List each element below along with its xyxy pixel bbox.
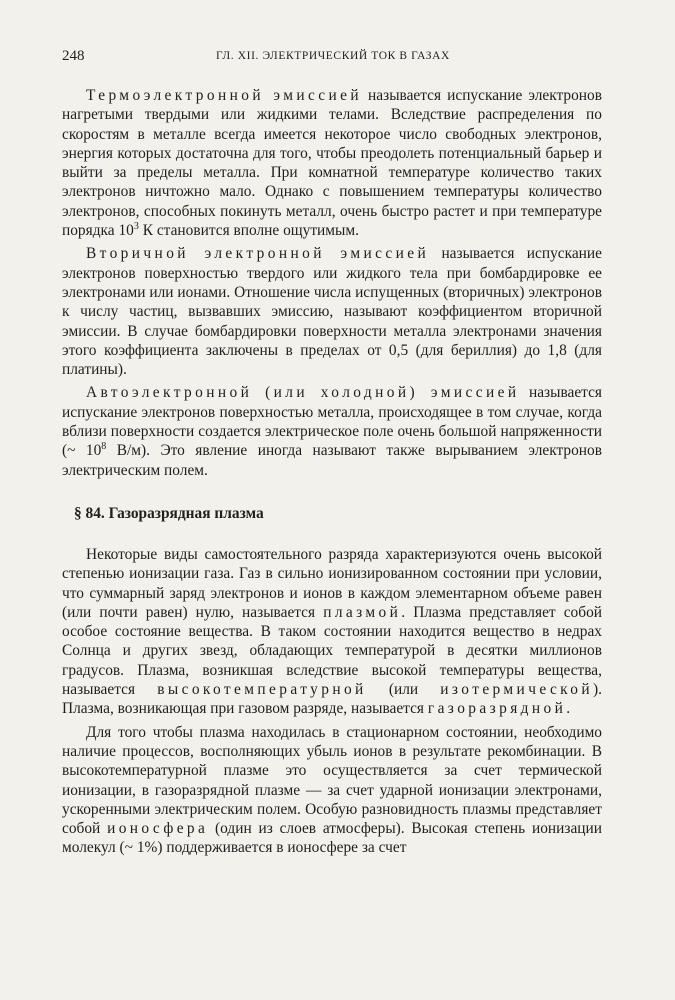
paragraph-secondary-emission: Вторичной электронной эмиссией называется испускание электронов поверхностью твердого или жидкого тела при бомбардировке ее электронами или ионами. Отношение числа испущенных (вторичных) электронов к числу частиц, вызвавших эмиссию, называют коэффициентом вторичной эмиссии. В случае бомбардировки поверхности металла электронами значения этого коэффициента заключены в пределах от 0,5 (для бериллия) до 1,8 (для платины). [62, 245, 602, 379]
term-thermionic-emission: Термоэлектронной эмиссией [86, 87, 363, 104]
book-page [62, 48, 602, 858]
body-text [62, 86, 602, 858]
term-isothermal: изотермической [440, 681, 594, 699]
paragraph-thermionic-emission: Термоэлектронной эмиссией называется испускание электронов нагретыми твердыми или жидкими телами. Вследствие распределения по скоростям в металле всегда имеется некоторое число свободных электронов, энергия которых достаточна для того, чтобы преодолеть потенциальный барьер и выйти за пределы металла. При комнатной температуре количество таких электронов ничтожно мало. Однако с повышением температуры количество электронов, способных покинуть металл, очень быстро растет и при температуре порядка $10^3$ К становится вполне ощутимым. [62, 87, 602, 240]
page-number: 248 [62, 48, 85, 64]
term-field-emission: Автоэлектронной (или холодной) эмиссией [86, 384, 520, 402]
paragraph-stationary-plasma: Для того чтобы плазма находилась в стационарном состоянии, необходимо наличие процессов, восполняющих убыль ионов в результате рекомбинации. В высокотемпературной плазме это осуществляется за счет термической ионизации, в газоразрядной плазме — за счет ударной ионизации электронами, ускоренными электрическим полем. Особую разновидность плазмы представляет собой ионосфера (один из слоев атмосферы). Высокая степень ионизации молекул (~ 1%) поддерживается в ионосфере за счет [62, 723, 602, 857]
paragraph-field-emission: Автоэлектронной (или холодной) эмиссией называется испускание электронов поверхностью металла, происходящее в том случае, когда вблизи поверхности создается электрическое поле очень большой напряженности (~ $10^8$ В/м). Это явление иногда называют также вырыванием электронов электрическим полем. [62, 384, 602, 479]
running-head: ГЛ. XII. ЭЛЕКТРИЧЕСКИЙ ТОК В ГАЗАХ [216, 50, 450, 62]
term-secondary-emission: Вторичной электронной эмиссией [86, 245, 430, 263]
section-heading: § 84. Газоразрядная плазма [74, 504, 264, 522]
page-header [62, 48, 602, 70]
term-ionosphere: ионосфера [107, 820, 209, 838]
paragraph-plasma-definition: Некоторые виды самостоятельного разряда характеризуются очень высокой степенью ионизации газа. Газ в сильно ионизированном состоянии при условии, что суммарный заряд электронов и ионов в каждом элементарном объеме равен (или почти равен) нулю, называется плазмой. Плазма представляет собой особое состояние вещества. В таком состоянии находится вещество в недрах Солнца и других звезд, обладающих температурой в десятки миллионов градусов. Плазма, возникшая вследствие высокой температуры вещества, называется высокотемпературной (или изотермической). Плазма, возникающая при газовом разряде, называется газоразрядной. [62, 545, 603, 718]
term-high-temperature: высокотемпературной [157, 681, 367, 699]
term-gas-discharge: газоразрядной [427, 700, 567, 718]
term-plasma: плазмой [323, 603, 402, 621]
